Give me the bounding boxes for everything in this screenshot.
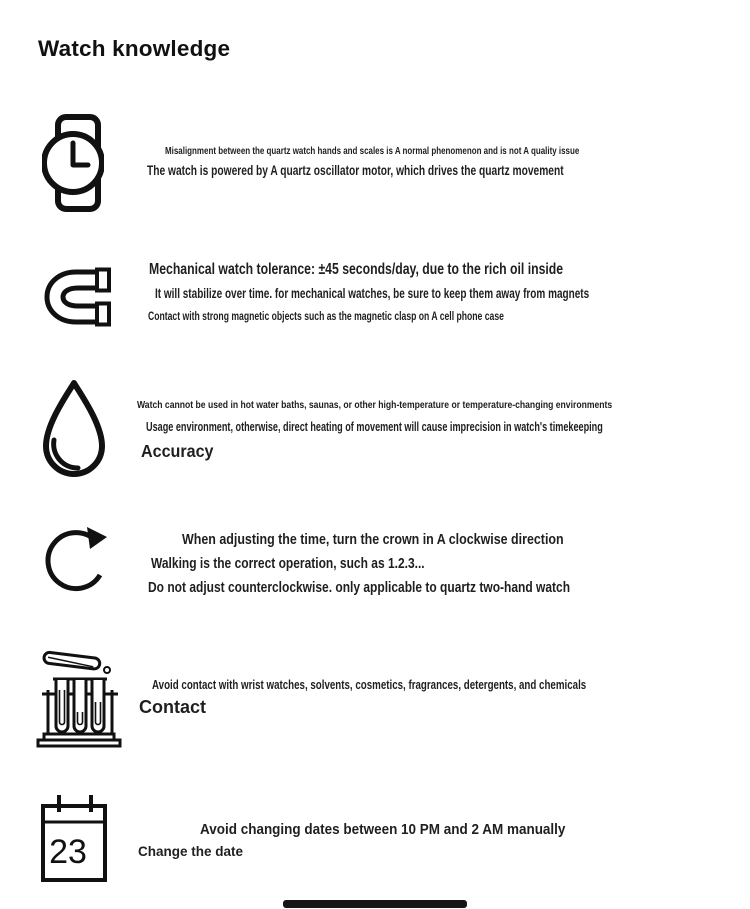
wristwatch-icon xyxy=(42,113,104,213)
section-heading: Contact xyxy=(139,697,206,717)
section-line: Misalignment between the quartz watch hands and scales is A normal phenomenon and is not A quality issue xyxy=(165,145,580,157)
section-line: Avoid changing dates between 10 PM and 2 AM manually xyxy=(200,822,566,838)
section-line: Do not adjust counterclockwise. only applicable to quartz two-hand watch xyxy=(148,579,571,596)
calendar-icon xyxy=(38,792,108,884)
section-line: Mechanical watch tolerance: ±45 seconds/day, due to the rich oil inside xyxy=(149,261,564,278)
section-line: When adjusting the time, turn the crown in A clockwise direction xyxy=(182,531,564,548)
section-line: Contact with strong magnetic objects such as the magnetic clasp on A cell phone case xyxy=(148,311,504,323)
section-line: It will stabilize over time. for mechanical watches, be sure to keep them away from magnets xyxy=(155,286,590,301)
section-line: Change the date xyxy=(138,844,244,859)
test-tubes-icon xyxy=(36,642,122,750)
section-line: Avoid contact with wrist watches, solvents, cosmetics, fragrances, detergents, and chemicals xyxy=(152,678,587,692)
clockwise-arrow-icon xyxy=(40,518,110,602)
page-title: Watch knowledge xyxy=(38,36,231,61)
section-line: Walking is the correct operation, such as 1.2.3... xyxy=(151,555,425,572)
section-line: Usage environment, otherwise, direct heating of movement will cause imprecision in watch's timekeeping xyxy=(146,419,603,434)
section-line: Watch cannot be used in hot water baths, saunas, or other high-temperature or temperature-changing environments xyxy=(137,399,613,411)
water-drop-icon xyxy=(38,376,110,482)
magnet-icon xyxy=(42,266,114,328)
home-indicator-bar xyxy=(283,900,467,908)
section-line: The watch is powered by A quartz oscillator motor, which drives the quartz movement xyxy=(147,162,564,178)
calendar-date-number: 23 xyxy=(49,833,87,871)
section-heading: Accuracy xyxy=(141,441,214,461)
